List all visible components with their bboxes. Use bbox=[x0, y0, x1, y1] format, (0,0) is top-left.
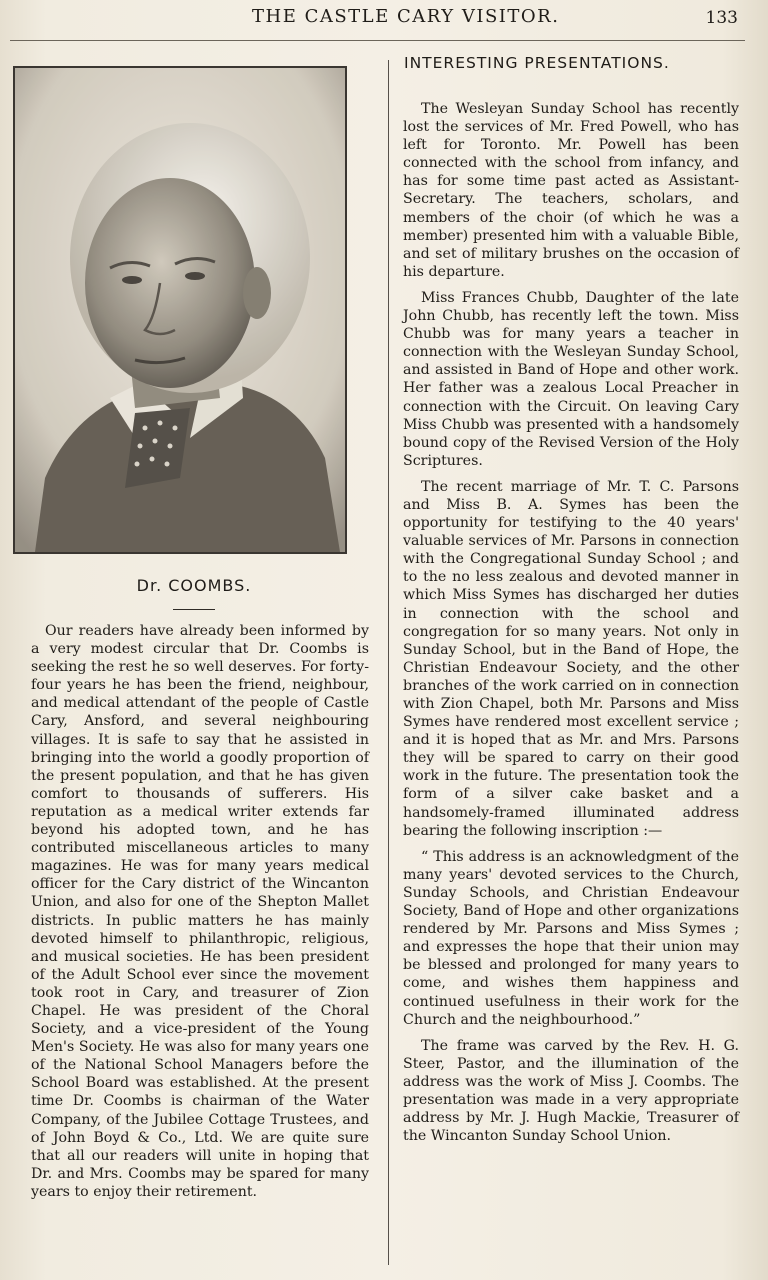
coombs-paragraph: Our readers have already been informed by a very modest circular that Dr. Coombs is seeking the rest he so well deserves. For forty-four years he has been the friend, neighbour, and medical attendant of the people of Castle Cary, Ansford, and several neighbouring villages. It is safe to say that he assisted in bringing into the world a goodly proportion of the present population, and that he has given comfort to thousands of sufferers. His reputation as a medical writer extends far beyond his adopted town, and he has contributed miscellaneous articles to many magazines. He was for many years medical officer for the Cary district of the Wincanton Union, and also for one of the Shepton Mallet districts. In public matters he has mainly devoted himself to philanthropic, religious, and musical societies. He has been president of the Adult School ever since the movement took root in Cary, and treasurer of Zion Chapel. He was president of the Choral Society, and a vice-president of the Young Men's Society. He was also for many years one of the National School Managers before the School Board was established. At the present time Dr. Coombs is chairman of the Water Company, of the Jubilee Cottage Trustees, and of John Boyd & Co., Ltd. We are quite sure that all our readers will unite in hoping that Dr. and Mrs. Coombs may be spared for many years to enjoy their retirement. bbox=[31, 623, 369, 1200]
coombs-article bbox=[31, 622, 369, 1201]
portrait-caption: Dr. COOMBS. bbox=[136, 576, 252, 595]
running-head bbox=[0, 4, 768, 32]
column-rule bbox=[388, 60, 389, 1265]
article-paragraph: The recent marriage of Mr. T. C. Parsons and Miss B. A. Symes has been the opportunity for testifying to the 40 years' valuable services of Mr. Parsons in connection with the Congregational Sunday School ; and to the no less zealous and devoted manner in which Miss Symes has discharged her duties in connection with the school and congregation for so many years. Not only in Sunday School, but in the Band of Hope, the Christian Endeavour Society, and the other branches of the work carried on in connection with Zion Chapel, both Mr. Parsons and Miss Symes have rendered most excellent service ; and it is hoped that as Mr. and Mrs. Parsons they will be spared to carry on their good work in the future. The presentation took the form of a silver cake basket and a handsomely-framed illuminated address bearing the following inscription :— bbox=[403, 478, 739, 839]
portrait-photo-icon bbox=[13, 66, 347, 554]
header-rule bbox=[10, 40, 745, 41]
article-paragraph: The frame was carved by the Rev. H. G. Steer, Pastor, and the illumination of the address was the work of Miss J. Coombs. The presentation was made in a very appropriate address by Mr. J. Hugh Mackie, Treasurer of the Wincanton Sunday School Union. bbox=[403, 1037, 739, 1145]
publication-title: THE CASTLE CARY VISITOR. bbox=[252, 6, 560, 27]
page-number: 133 bbox=[705, 8, 738, 28]
portrait-illustration bbox=[15, 68, 345, 552]
section-heading: INTERESTING PRESENTATIONS. bbox=[404, 54, 670, 72]
presentations-article bbox=[403, 100, 739, 1153]
inscription-quote: “ This address is an acknowledgment of the many years' devoted services to the Church, Sunday Schools, and Christian Endeavour Society, Band of Hope and other organizations rendered by Mr. Parsons and Miss Symes ; and expresses the hope that their union may be blessed and prolonged for many years to come, and wishes them happiness and continued usefulness in their work for the Church and the neighbourhood.” bbox=[403, 848, 739, 1028]
article-paragraph: Miss Frances Chubb, Daughter of the late John Chubb, has recently left the town. Miss Chubb was for many years a teacher in connection with the Wesleyan Sunday School, and assisted in Band of Hope and other work. Her father was a zealous Local Preacher in connection with the Circuit. On leaving Cary Miss Chubb was presented with a handsomely bound copy of the Revised Version of the Holy Scriptures. bbox=[403, 289, 739, 469]
caption-rule bbox=[173, 609, 215, 610]
article-paragraph: The Wesleyan Sunday School has recently lost the services of Mr. Fred Powell, who has left for Toronto. Mr. Powell has been connected with the school from infancy, and has for some time past acted as Assistant-Secretary. The teachers, scholars, and members of the choir (of which he was a member) presented him with a valuable Bible, and set of military brushes on the occasion of his departure. bbox=[403, 101, 739, 280]
